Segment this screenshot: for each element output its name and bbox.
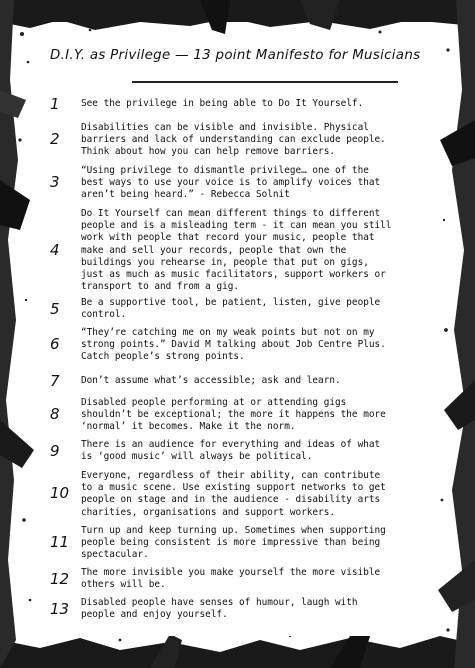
item-text: Be a supportive tool, be patient, listen, give people control. xyxy=(81,297,381,321)
item-text: There is an audience for everything and ideas of what is ‘good music’ will always be political. xyxy=(81,439,381,463)
item-number: 7 xyxy=(50,372,60,390)
item-number: 4 xyxy=(50,241,60,259)
item-text: Everyone, regardless of their ability, can contribute to a music scene. Use existing support networks to get people on stage and in the audience - disability arts charities, organisations and support workers. xyxy=(81,470,386,518)
item-text: Do It Yourself can mean different things to different people and is a misleading term - it can mean you still work with people that record your music, people that make and sell your records, people that own the buildings you rehearse in, people that put on gigs, just as much as music facilitators, support workers or transport to and from a gig. xyxy=(81,208,392,293)
item-text: Turn up and keep turning up. Sometimes when supporting people being consistent is more impressive than being spectacular. xyxy=(81,525,386,561)
item-text: Don’t assume what’s accessible; ask and learn. xyxy=(81,375,341,386)
item-number: 12 xyxy=(50,570,70,588)
title-underline xyxy=(132,81,398,83)
item-number: 13 xyxy=(50,600,70,618)
item-number: 11 xyxy=(50,533,70,551)
item-number: 2 xyxy=(50,130,60,148)
item-number: 3 xyxy=(50,173,60,191)
item-number: 9 xyxy=(50,442,60,460)
page-title: D.I.Y. as Privilege — 13 point Manifesto for Musicians xyxy=(50,48,421,63)
item-text: Disabilities can be visible and invisible. Physical barriers and lack of understanding can exclude people. Think about how you can help remove barriers. xyxy=(81,122,386,158)
item-number: 6 xyxy=(50,335,60,353)
item-number: 8 xyxy=(50,405,60,423)
item-text: The more invisible you make yourself the more visible others will be. xyxy=(81,567,381,591)
item-text: “Using privilege to dismantle privilege… one of the best ways to use your voice is to amplify voices that aren’t being heard.” - Rebecca Solnit xyxy=(81,165,381,201)
item-text: Disabled people have senses of humour, laugh with people and enjoy yourself. xyxy=(81,597,358,621)
item-text: See the privilege in being able to Do It Yourself. xyxy=(81,98,364,109)
item-number: 5 xyxy=(50,300,60,318)
item-number: 1 xyxy=(50,95,60,113)
item-text: Disabled people performing at or attending gigs shouldn’t be exceptional; the more it happens the more ‘normal’ it becomes. Make it the norm. xyxy=(81,397,386,433)
item-number: 10 xyxy=(50,484,70,502)
item-text: “They’re catching me on my weak points but not on my strong points.” David M talking about Job Centre Plus. Catch people’s strong points. xyxy=(81,327,386,363)
